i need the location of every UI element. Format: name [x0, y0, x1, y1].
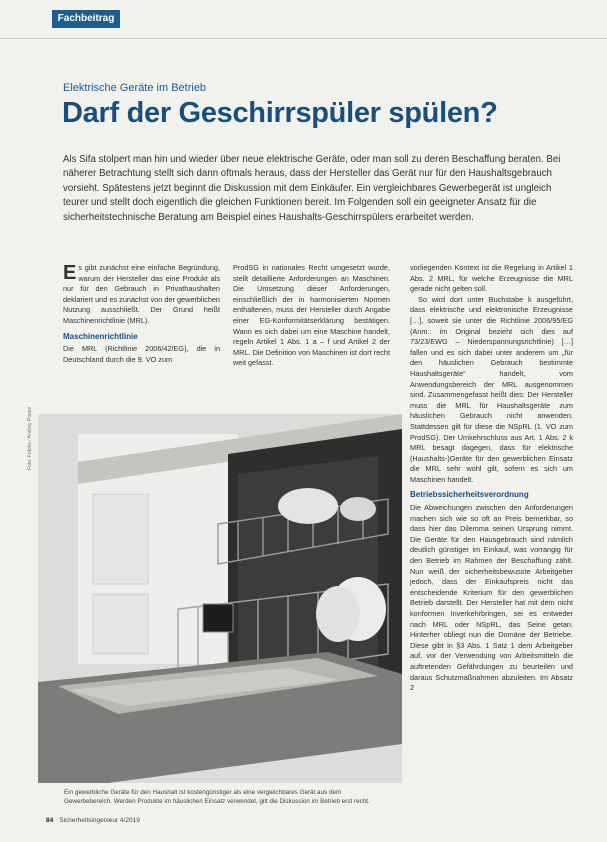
paragraph: Die Abweichungen zwischen den Anforderungen machen sich wie so oft an Preis bemerkbar, so dass hier das Dilemma seinen Ursprung nimmt. Die Geräte für den Hausgebrauch sind nämlich deutlich günstiger im Einkauf, was vorrangig für den Betrieb im Rahmen der Beschaffung zählt. Nun weiß der sicherheitsbewusste Arbeitgeber jedoch, dass der Einkaufspreis nicht das entscheidende Kriterium für den gewerblichen Betrieb darstellt. Der Hersteller hat mit dem nicht konformen Inverkehrbringen, sei es entweder nach MRL oder NSpRL, das Seine getan. Hinterher obliegt nun die Domäne der Betriebe. Diese gibt in §3 Abs. 1 Satz 1 dem Arbeitgeber auf, vor der Verwendung von Arbeitsmitteln die auftretenden Gefährdungen zu beurteilen und daraus Schutzmaßnahmen abzuleiten. Im Absatz 2 [410, 503, 573, 693]
subheading: Maschinenrichtlinie [63, 331, 138, 341]
dropcap: E [63, 262, 77, 284]
text-column-1 [63, 263, 220, 365]
header-bar [0, 0, 607, 39]
page-footer [46, 817, 140, 824]
article-kicker: Elektrische Geräte im Betrieb [63, 82, 207, 94]
paragraph: s gibt zunächst eine einfache Begründung, warum der Hersteller das eine Produkt als nur für den Gebrauch in Privathaushalten deklariert und es zunächst von der gewerblichen Nutzung ausschließt. Der Grund heißt Maschinenrichtlinie (MRL). [63, 263, 220, 325]
paragraph: So wird dort unter Buchstabe k ausgeführt, dass elektrische und elektronische Erzeugnisse […], soweit sie unter die Richtlinie 2006/95/EG (Anm.: im Original bezieht sich dies auf 73/23/EWG – Niederspannungsrichtlinie) […] fallen und es sich dabei unter anderem um „für den häuslichen Gebrauch bestimmte Haushaltsgeräte“ handelt, vom Anwendungsbereich der MRL ausgenommen sind. Zusammengefasst heißt dies: Der Hersteller muss die MRL für Haushaltsgeräte zum häuslichen Gebrauch nicht anwenden. Stattdessen gilt für diese die NSpRL (1. VO zum ProdSG). Der Umkehrschluss aus Art. 1 Abs. 2 k MRL besagt dagegen, dass für elektrische (Haushalts-)Geräte für den gewerblichen Einsatz die MRL sehr wohl gilt, sofern es sich um Maschinen handelt. [410, 294, 573, 484]
dishwasher-photo [38, 414, 402, 783]
subheading: Betriebssicherheitsverordnung [410, 490, 529, 500]
paragraph: vorliegenden Kontext ist die Regelung in Artikel 1 Abs. 2 MRL, für welche Erzeugnisse die MRL gerade nicht gelten soll. [410, 263, 573, 294]
photo-credit: Foto: Fotolia / Andrey Popov [27, 406, 33, 470]
magazine-name: Sicherheitsingenieur 4/2019 [59, 817, 140, 824]
article-lead: Als Sifa stolpert man hin und wieder über neue elektrische Geräte, oder man soll zu deren Beschaffung beraten. Bei näherer Betrachtung stellt sich dann oftmals heraus, dass der Hersteller das Gerät nur für den Haushaltsgebrauch vorsieht. Spätestens jetzt beginnt die Diskussion mit dem Einkäufer. Ein vergleichbares Gewerbegerät ist ungleich teurer und stellt doch eigentlich die gleichen Funktionen bereit. Im Folgenden soll ein geeigneter Ansatz für die sicherheitstechnische Beratung am Beispiel eines Haushalts-Geschirrspülers erarbeitet werden. [63, 154, 561, 223]
article-title: Darf der Geschirrspüler spülen? [62, 97, 498, 129]
paragraph: Die MRL (Richtlinie 2006/42/EG), die in Deutschland durch die 9. VO zum [63, 344, 220, 364]
category-badge: Fachbeitrag [52, 10, 120, 28]
page-number: 84 [46, 817, 54, 824]
text-column-3 [410, 263, 573, 813]
photo-caption: Ein gewerbliche Geräte für den Haushalt ist kostengünstiger als eine vergleichbares Gerät aus dem Gewerbebereich. Werden Produkte im häuslichen Einsatz verwendet, gilt die Diskussion im Betrieb erst recht. [64, 789, 370, 805]
text-column-2 [233, 263, 390, 369]
paragraph: ProdSG in nationales Recht umgesetzt wurde, stellt detaillierte Anforderungen an Maschinen. Die Umsetzung dieser Anforderungen, einschließlich der in harmonisierten Normen enthaltenen, muss der Hersteller durch Angabe einer EG-Konformitätserklärung bestätigen. Wann es sich dabei um eine Maschine handelt, regeln Artikel 1 Abs. 1 a – f und Artikel 2 der MRL. Die Definition von Maschinen ist dort recht weit gefasst. [233, 263, 390, 368]
